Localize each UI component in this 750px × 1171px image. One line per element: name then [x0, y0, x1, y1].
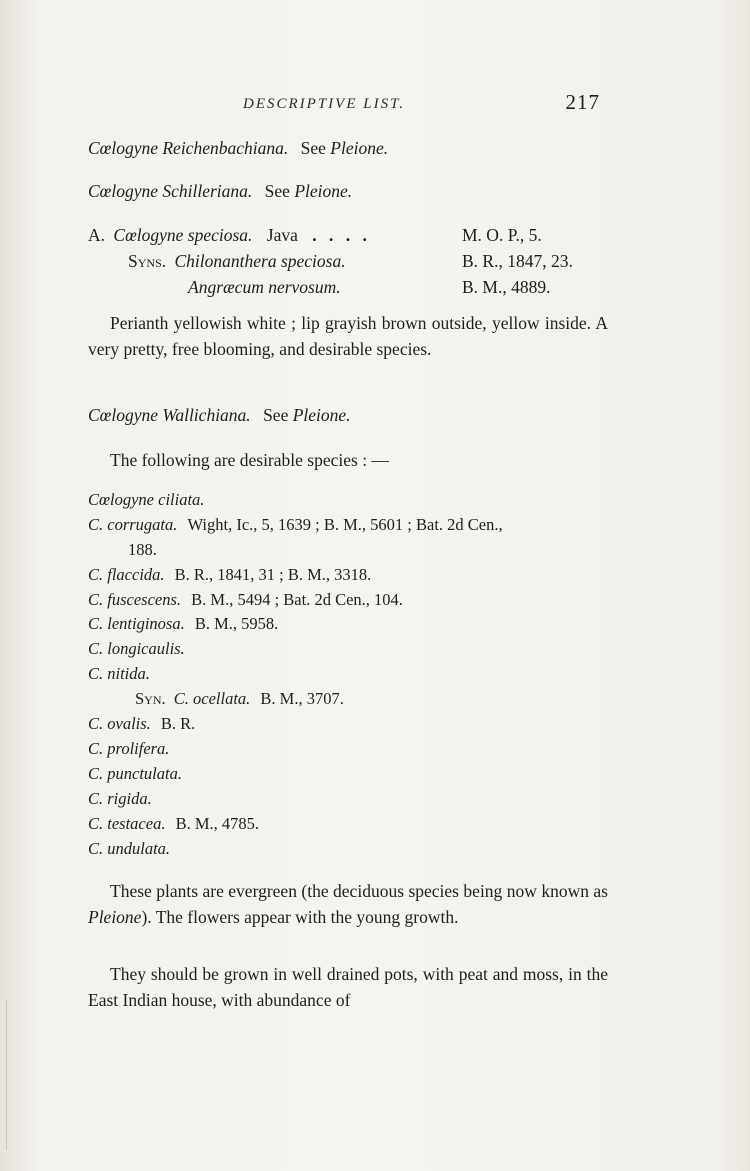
species-ciliata: Cœlogyne ciliata. [88, 490, 205, 509]
species-testacea: C. testacea. B. M., 4785. [88, 814, 260, 833]
closing-paragraph-culture: They should be grown in well drained pots, with peat and moss, in the East Indian house, with abundance of [88, 964, 608, 1010]
page-header [88, 90, 608, 124]
species-longicaulis: C. longicaulis. [88, 639, 185, 658]
species-fuscescens: C. fuscescens. B. M., 5494 ; Bat. 2d Cen., 104. [88, 590, 403, 609]
speciosa-name: Cœlogyne speciosa. [113, 225, 253, 245]
species-undulata: C. undulata. [88, 839, 171, 858]
species-nitida: C. nitida. [88, 664, 150, 683]
closing-paragraph-evergreen: These plants are evergreen (the deciduous species being now known as Pleione). The flowers appear with the young growth. [88, 881, 608, 927]
speciosa-description: Perianth yellowish white ; lip grayish brown outside, yellow inside. A very pretty, free blooming, and desirable species. [88, 313, 608, 359]
page-number: 217 [565, 90, 600, 114]
species-rigida: C. rigida. [88, 789, 152, 808]
entry-wallichiana: Cœlogyne Wallichiana. See Pleione. [88, 405, 351, 425]
species-list-intro: The following are desirable species : — [110, 450, 389, 470]
species-lentiginosa: C. lentiginosa. B. M., 5958. [88, 614, 279, 633]
species-flaccida: C. flaccida. B. R., 1841, 31 ; B. M., 3318. [88, 565, 372, 584]
speciosa-ref: M. O. P., 5. [462, 225, 542, 245]
class-marker: A. [88, 225, 106, 245]
species-prolifera: C. prolifera. [88, 739, 170, 758]
speciosa-synonym-1: Syns. Chilonanthera speciosa. B. R., 1847, 23. [128, 251, 573, 271]
species-nitida-synonym: Syn. C. ocellata. B. M., 3707. [135, 689, 344, 708]
species-corrugata: C. corrugata. Wight, Ic., 5, 1639 ; B. M., 5601 ; Bat. 2d Cen., [88, 515, 503, 534]
species-punctulata: C. punctulata. [88, 764, 182, 783]
entry-speciosa: A. Cœlogyne speciosa. Java . . . . M. O. P., 5. [88, 225, 542, 245]
species-corrugata-cont: 188. [128, 540, 157, 559]
species-ovalis: C. ovalis. B. R. [88, 714, 196, 733]
entry-reichenbachiana: Cœlogyne Reichenbachiana. See Pleione. [88, 138, 389, 158]
speciosa-synonym-2: Angræcum nervosum. B. M., 4889. [188, 277, 551, 297]
speciosa-origin: Java [266, 225, 298, 245]
entry-schilleriana: Cœlogyne Schilleriana. See Pleione. [88, 181, 353, 201]
page-edge-shadow [6, 1000, 7, 1150]
running-head: DESCRIPTIVE LIST. [243, 96, 406, 112]
